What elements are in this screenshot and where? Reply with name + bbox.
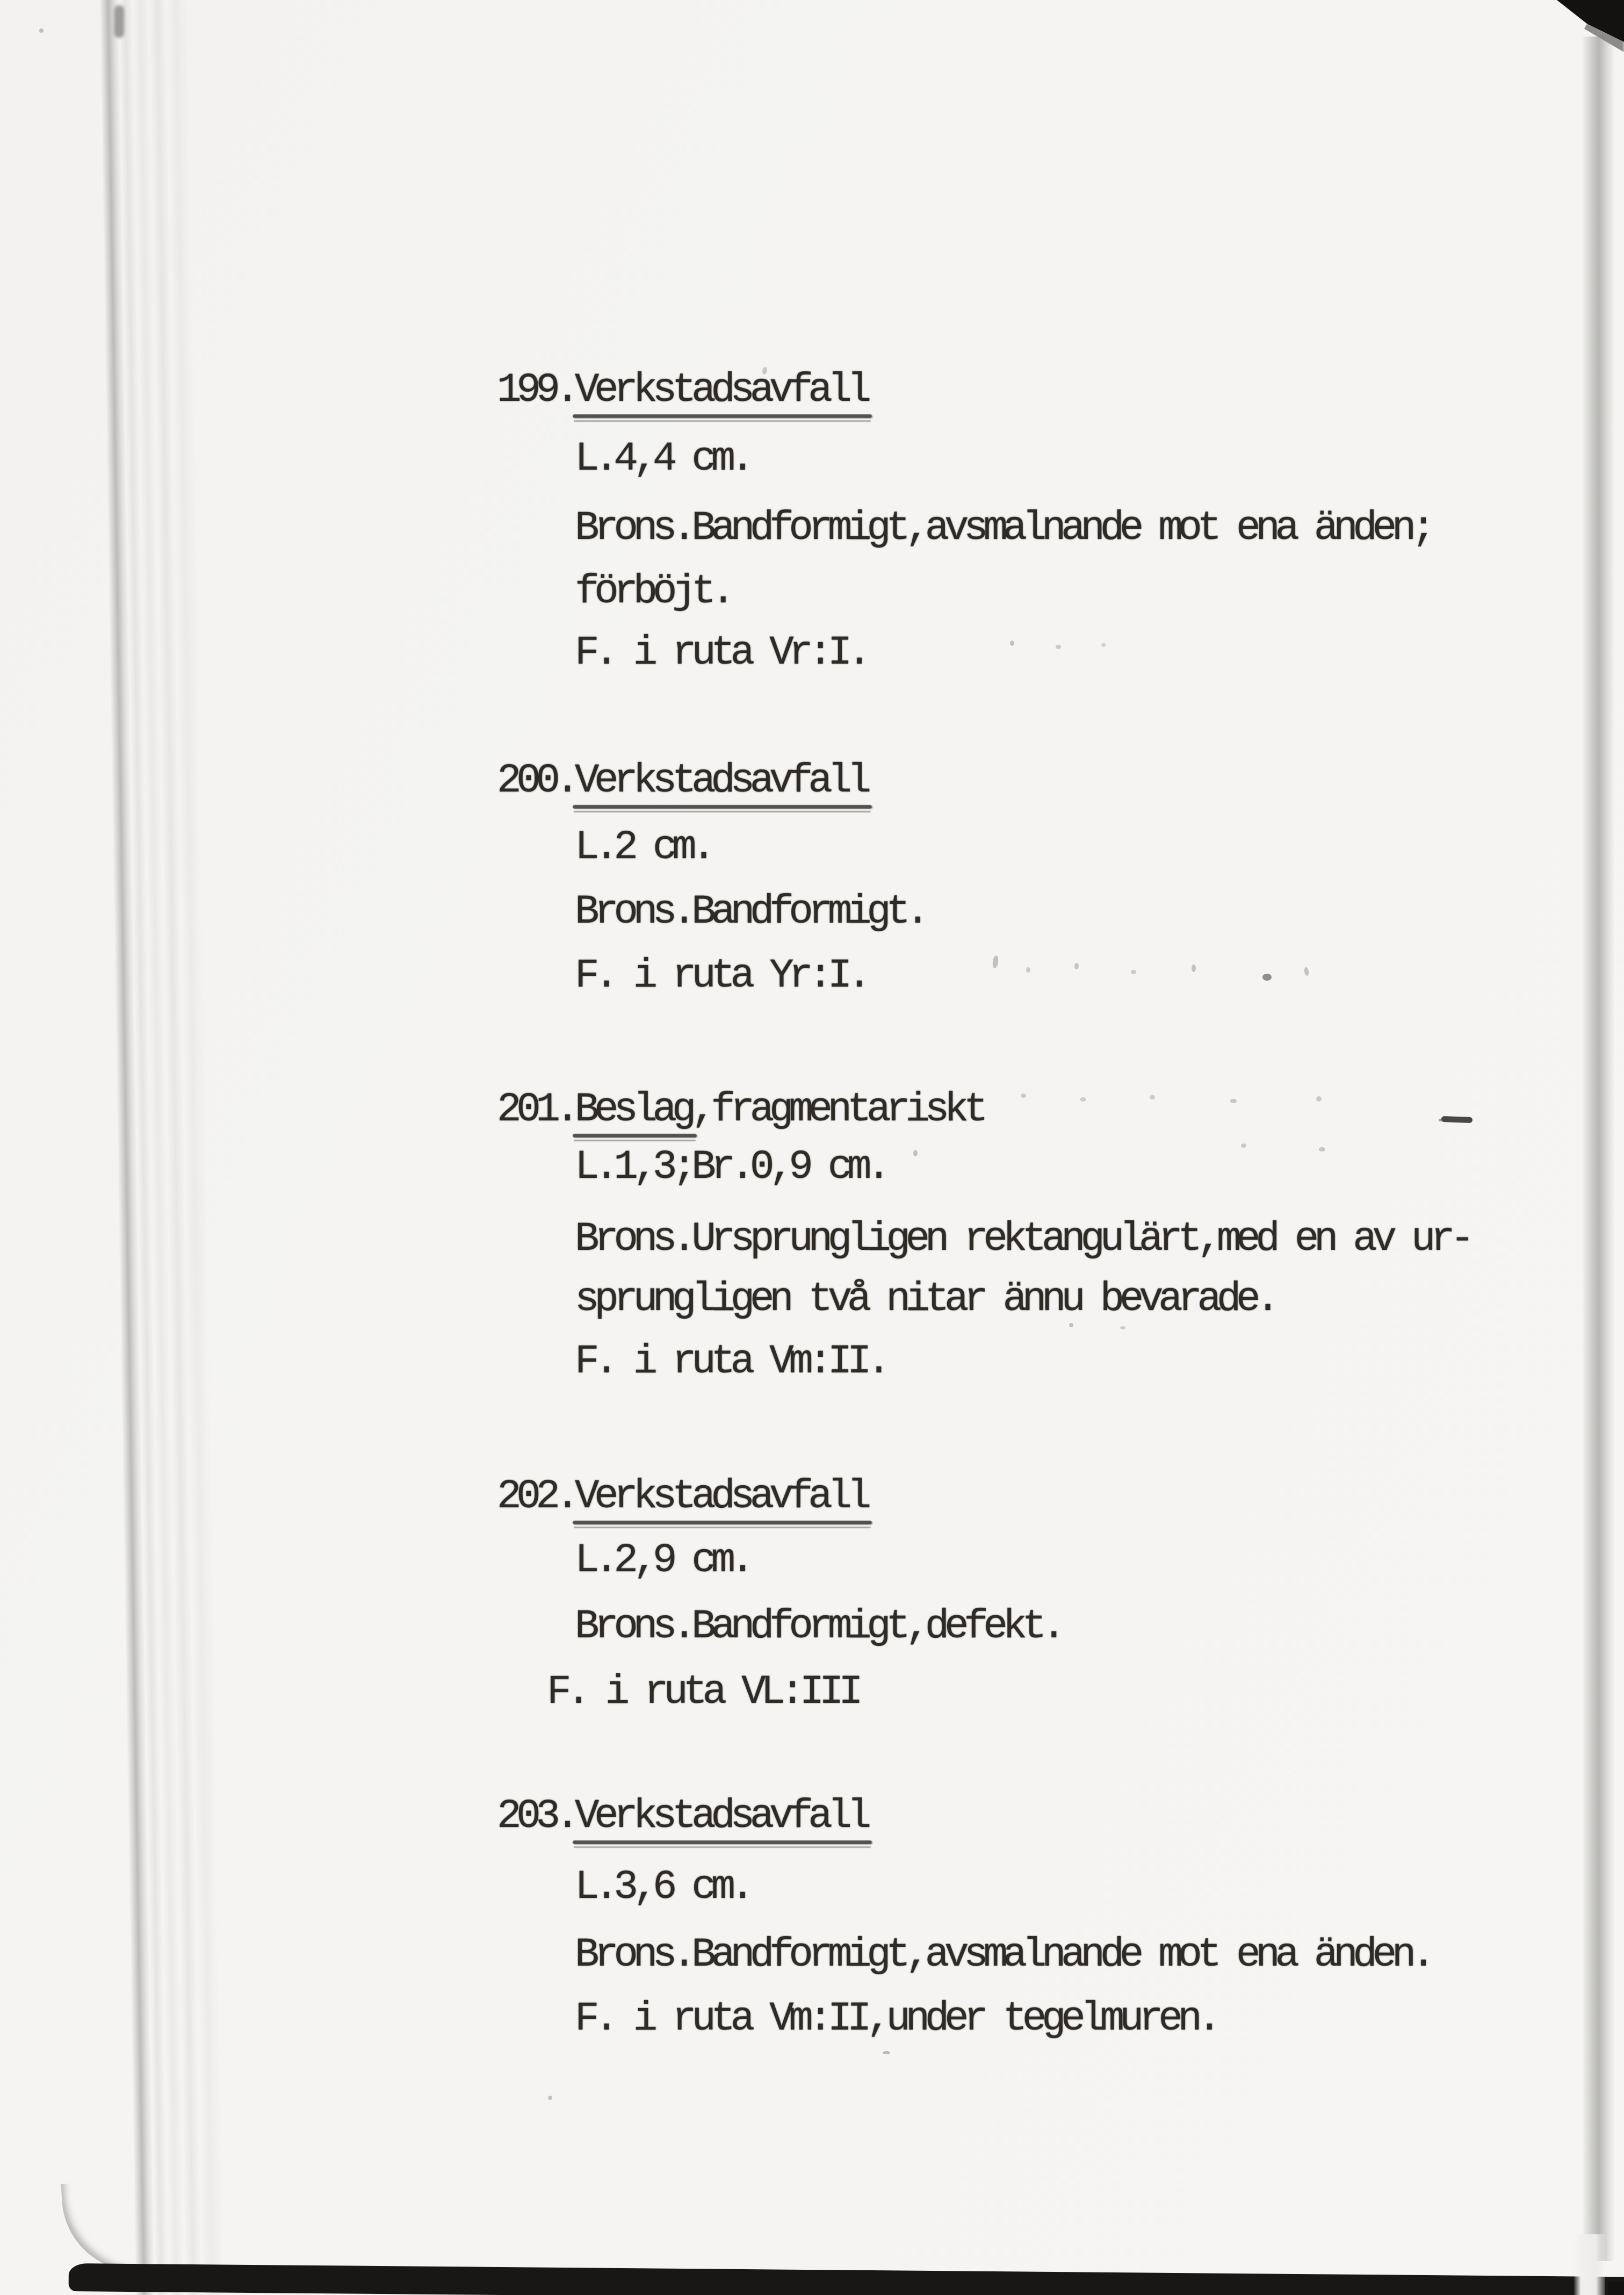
entry-line: förböjt. (575, 569, 731, 615)
entry-line: F. i ruta Vm:II,under tegelmuren. (575, 1996, 1217, 2042)
entry-title: Verkstadsavfall (574, 1793, 867, 1839)
entry-title: Verkstadsavfall (574, 367, 867, 413)
page-edge-bottom-curve (61, 2179, 152, 2275)
entry-line: Brons.Ursprungligen rektangulärt,med en av ur- (575, 1216, 1470, 1262)
scan-speckle (1150, 1095, 1155, 1099)
scan-speckle (1074, 963, 1079, 969)
scan-speckle (1080, 1097, 1086, 1102)
entry-number: 200. (497, 758, 575, 804)
entry-line: F. i ruta Yr:I. (575, 953, 867, 999)
scan-speckle (1010, 641, 1014, 646)
scan-speckle (1120, 1326, 1125, 1329)
scan-speckle (548, 2096, 552, 2100)
scan-speckle (1319, 1147, 1325, 1152)
page-edge-shadow-right (1582, 37, 1615, 2261)
entry-line: F. i ruta VL:III (547, 1669, 858, 1715)
scan-speckle (39, 28, 44, 33)
book-cover-bottom-edge (69, 2263, 1624, 2295)
scan-speckle (1021, 1093, 1026, 1098)
entry-heading (497, 363, 867, 417)
entry-line: L.2,9 cm. (575, 1537, 750, 1584)
scan-speckle (1316, 1096, 1322, 1102)
scan-speckle (1069, 1323, 1073, 1327)
entry-line: Brons.Bandformigt,defekt. (575, 1603, 1062, 1650)
scan-speckle (1026, 967, 1030, 973)
scan-speckle (1131, 970, 1136, 974)
entry-line: L.3,6 cm. (575, 1864, 750, 1910)
scan-ink-dash (1441, 1116, 1473, 1123)
entry-title: Verkstadsavfall (574, 758, 867, 804)
entry-heading (497, 1083, 983, 1136)
entry-number: 202. (497, 1473, 575, 1520)
page-fore-edge-highlight (1574, 2234, 1605, 2295)
entry-line: Brons.Bandformigt,avsmalnande mot ena änden. (575, 1932, 1431, 1978)
entry-line: L.2 cm. (575, 824, 711, 870)
entry-title-suffix: ,fragmentariskt (691, 1087, 984, 1133)
scan-speckle (1262, 974, 1272, 981)
scan-speckle (1101, 643, 1106, 647)
entry-heading (497, 1470, 867, 1523)
scan-speckle (1241, 1143, 1246, 1148)
entry-number: 201. (497, 1087, 575, 1133)
scan-speckle (992, 955, 999, 968)
book-cover-bottom-corner (1608, 2282, 1624, 2295)
scan-speckle (1304, 967, 1310, 976)
scan-speckle (1056, 645, 1061, 649)
entry-line: F. i ruta Vr:I. (575, 630, 867, 676)
entry-line: Brons.Bandformigt. (575, 889, 925, 935)
entry-line: F. i ruta Vm:II. (575, 1339, 886, 1385)
entry-line: L.4,4 cm. (575, 436, 750, 482)
entry-line: Brons.Bandformigt,avsmalnande mot ena änden; (575, 505, 1431, 551)
scan-speckle (913, 1150, 918, 1156)
entry-number: 203. (497, 1793, 575, 1839)
scan-speckle (1230, 1099, 1237, 1103)
entry-number: 199. (497, 367, 575, 413)
entry-heading (497, 1789, 867, 1843)
entry-line: sprungligen två nitar ännu bevarade. (575, 1276, 1275, 1322)
entry-title: Beslag (574, 1087, 692, 1133)
scan-speckle (1192, 965, 1196, 972)
scan-speckle (883, 2051, 890, 2054)
entry-line: L.1,3;Br.0,9 cm. (575, 1144, 886, 1190)
page-stack-edge-left (99, 0, 225, 2295)
entry-heading (497, 754, 867, 808)
entry-title: Verkstadsavfall (574, 1473, 867, 1520)
page-edge-top-smudge (114, 5, 124, 38)
